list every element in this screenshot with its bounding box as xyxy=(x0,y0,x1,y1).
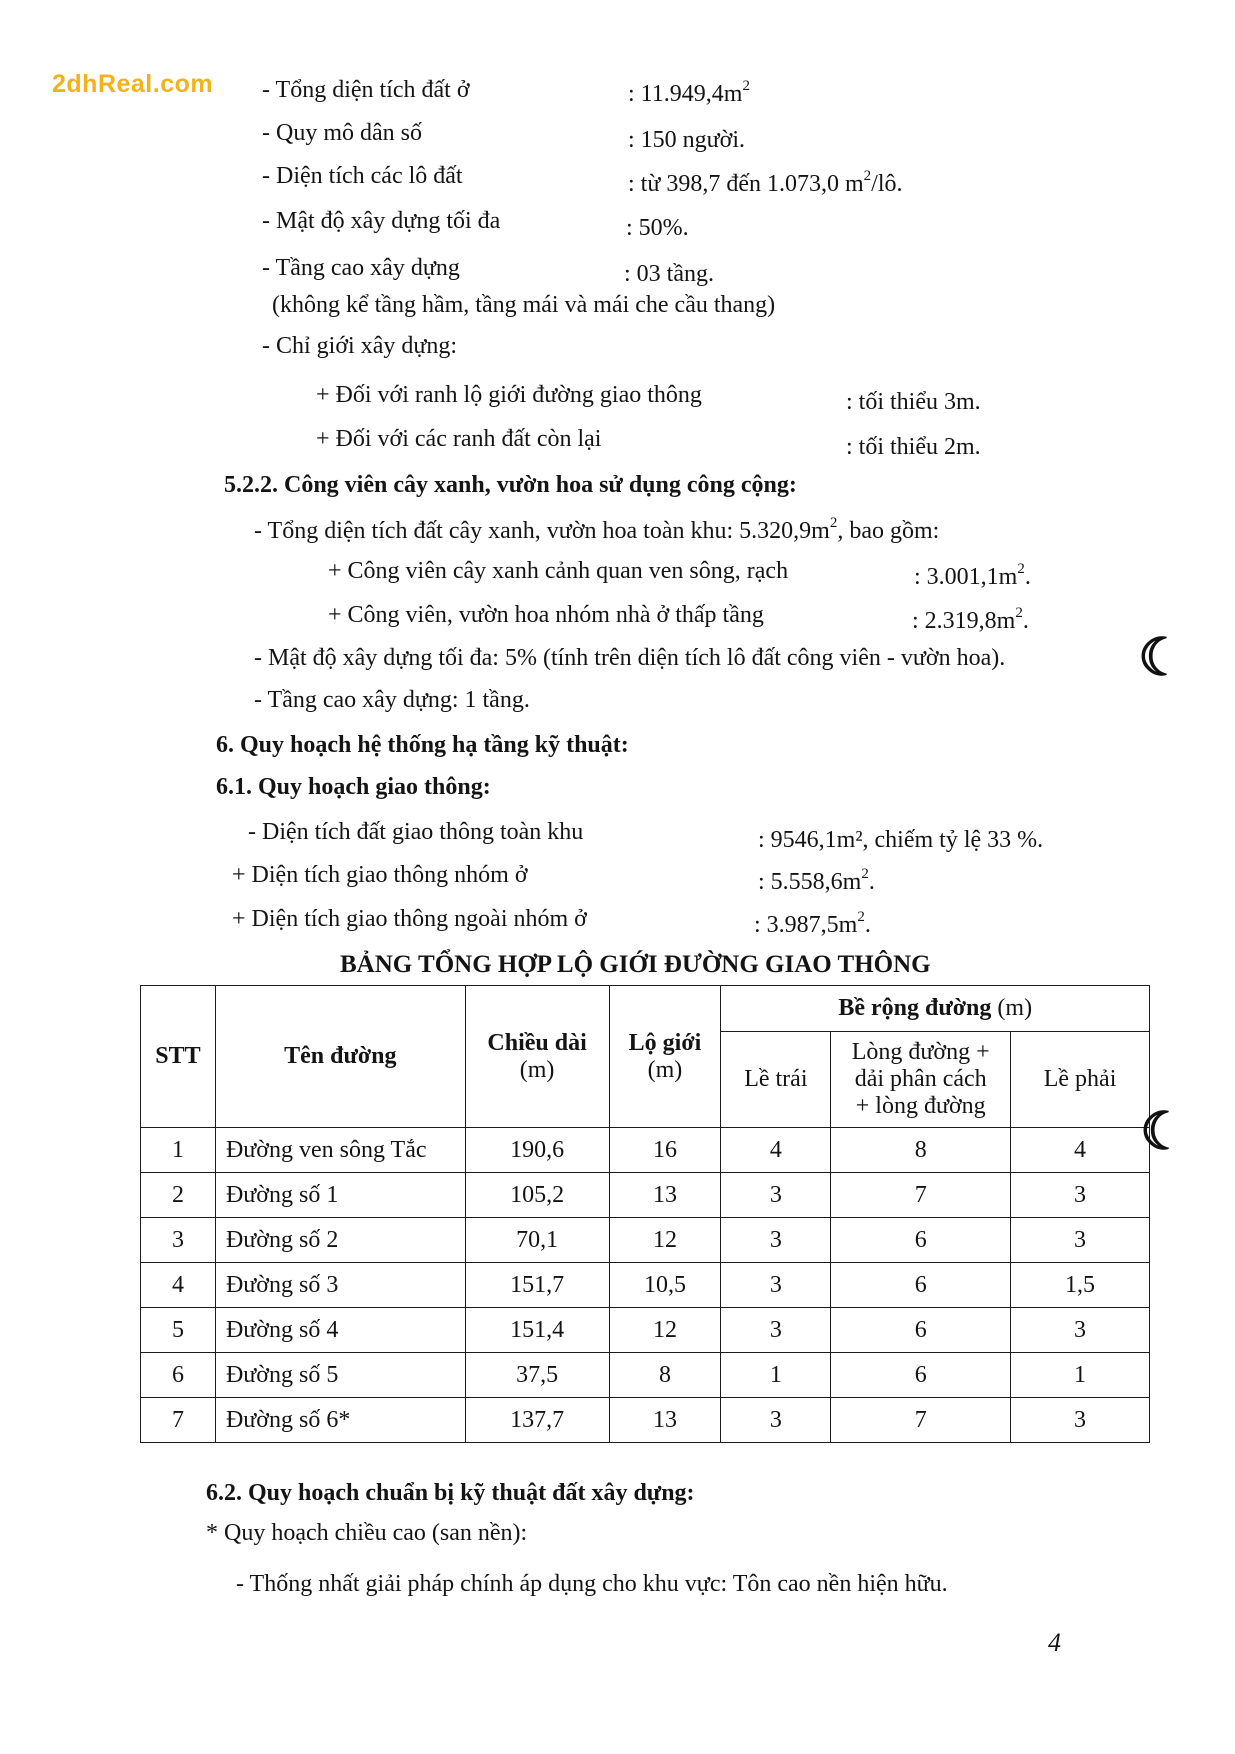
cell-middle: 8 xyxy=(831,1128,1011,1173)
item-label: - Tầng cao xây dựng xyxy=(262,255,460,281)
col-stt: STT xyxy=(141,986,216,1128)
table-row xyxy=(141,1308,1150,1353)
cell-row-width: 13 xyxy=(609,1398,721,1443)
traffic-value: : 9546,1m², chiếm tỷ lệ 33 %. xyxy=(758,827,1044,853)
table-row xyxy=(141,1173,1150,1218)
cell-name: Đường số 5 xyxy=(215,1353,465,1398)
cell-stt: 4 xyxy=(141,1263,216,1308)
cell-length: 70,1 xyxy=(465,1218,609,1263)
cell-left: 3 xyxy=(721,1263,831,1308)
item-value: : từ 398,7 đến 1.073,0 $m^2/lô$. xyxy=(628,168,903,197)
section-heading: 6. Quy hoạch hệ thống hạ tầng kỹ thuật: xyxy=(216,732,629,758)
col-middle: Lòng đường + dải phân cách + lòng đường xyxy=(831,1032,1011,1128)
watermark-logo: 2dhReal.com xyxy=(52,70,214,98)
section-subheading: 6.2. Quy hoạch chuẩn bị kỹ thuật đất xây dựng: xyxy=(206,1480,695,1506)
section-subheading: 6.1. Quy hoạch giao thông: xyxy=(216,774,491,800)
cell-name: Đường số 6* xyxy=(215,1398,465,1443)
paragraph-line: * Quy hoạch chiều cao (san nền): xyxy=(206,1520,528,1546)
cell-left: 3 xyxy=(721,1398,831,1443)
cell-right: 3 xyxy=(1011,1308,1150,1353)
cell-middle: 7 xyxy=(831,1398,1011,1443)
traffic-label: + Diện tích giao thông ngoài nhóm ở xyxy=(232,906,587,932)
cell-row-width: 12 xyxy=(609,1308,721,1353)
table-row xyxy=(141,1263,1150,1308)
cell-row-width: 10,5 xyxy=(609,1263,721,1308)
table-title: BẢNG TỔNG HỢP LỘ GIỚI ĐƯỜNG GIAO THÔNG xyxy=(340,951,931,978)
cell-middle: 6 xyxy=(831,1218,1011,1263)
item-value: : 03 tầng. xyxy=(624,261,714,287)
cell-length: 137,7 xyxy=(465,1398,609,1443)
cell-length: 105,2 xyxy=(465,1173,609,1218)
cell-right: 3 xyxy=(1011,1173,1150,1218)
cell-length: 190,6 xyxy=(465,1128,609,1173)
park-sub-item: + Công viên cây xanh cảnh quan ven sông, rạch xyxy=(328,558,789,584)
item-value: : 50%. xyxy=(626,215,689,241)
item-label: - Mật độ xây dựng tối đa xyxy=(262,208,501,234)
park-sub-value: : $3.001,1m^2$. xyxy=(914,561,1031,590)
punch-mark-icon: ☾ xyxy=(1140,1104,1187,1161)
item-label: - Tổng diện tích đất ở xyxy=(262,77,470,103)
item-label: - Quy mô dân số xyxy=(262,120,422,146)
table-row xyxy=(141,1353,1150,1398)
paragraph-line: - Thống nhất giải pháp chính áp dụng cho khu vực: Tôn cao nền hiện hữu. xyxy=(236,1571,948,1597)
park-floors: - Tầng cao xây dựng: 1 tầng. xyxy=(254,687,530,713)
setback-item: + Đối với ranh lộ giới đường giao thông xyxy=(316,382,702,408)
page-number: 4 xyxy=(1048,1628,1061,1657)
traffic-value: : $3.987,5m^2$. xyxy=(754,909,871,938)
col-name: Tên đường xyxy=(215,986,465,1128)
floor-note: (không kể tầng hầm, tầng mái và mái che cầu thang) xyxy=(272,292,776,318)
cell-stt: 7 xyxy=(141,1398,216,1443)
cell-stt: 2 xyxy=(141,1173,216,1218)
cell-right: 1,5 xyxy=(1011,1263,1150,1308)
cell-middle: 6 xyxy=(831,1353,1011,1398)
punch-mark-icon: ☾ xyxy=(1138,630,1185,687)
cell-stt: 6 xyxy=(141,1353,216,1398)
cell-left: 3 xyxy=(721,1173,831,1218)
cell-left: 4 xyxy=(721,1128,831,1173)
traffic-label: - Diện tích đất giao thông toàn khu xyxy=(248,819,584,845)
park-total: - Tổng diện tích đất cây xanh, vườn hoa toàn khu: $5.320,9m^2$, bao gồm: xyxy=(254,515,940,544)
cell-middle: 7 xyxy=(831,1173,1011,1218)
cell-left: 1 xyxy=(721,1353,831,1398)
cell-middle: 6 xyxy=(831,1263,1011,1308)
cell-right: 3 xyxy=(1011,1398,1150,1443)
table-row xyxy=(141,1398,1150,1443)
cell-name: Đường số 3 xyxy=(215,1263,465,1308)
cell-length: 151,7 xyxy=(465,1263,609,1308)
item-label: - Diện tích các lô đất xyxy=(262,163,463,189)
cell-right: 3 xyxy=(1011,1218,1150,1263)
item-value: : 150 người. xyxy=(628,127,746,153)
item-value: : $11.949,4m^2$ xyxy=(628,78,750,107)
cell-length: 151,4 xyxy=(465,1308,609,1353)
cell-name: Đường số 2 xyxy=(215,1218,465,1263)
col-left-edge: Lề trái xyxy=(721,1032,831,1128)
cell-name: Đường số 1 xyxy=(215,1173,465,1218)
section-heading: 5.2.2. Công viên cây xanh, vườn hoa sử dụng công cộng: xyxy=(224,472,797,498)
cell-row-width: 13 xyxy=(609,1173,721,1218)
setback-value: : tối thiểu 3m. xyxy=(846,389,981,415)
col-group-road-width: Bề rộng đường (m) xyxy=(721,986,1150,1032)
cell-stt: 1 xyxy=(141,1128,216,1173)
cell-left: 3 xyxy=(721,1218,831,1263)
park-sub-item: + Công viên, vườn hoa nhóm nhà ở thấp tầng xyxy=(328,602,764,628)
col-right-edge: Lề phải xyxy=(1011,1032,1150,1128)
cell-stt: 5 xyxy=(141,1308,216,1353)
cell-row-width: 16 xyxy=(609,1128,721,1173)
setback-item: + Đối với các ranh đất còn lại xyxy=(316,426,602,452)
cell-right: 1 xyxy=(1011,1353,1150,1398)
col-length: Chiều dài (m) xyxy=(465,986,609,1128)
road-table xyxy=(140,985,1150,1443)
col-row-width: Lộ giới (m) xyxy=(609,986,721,1128)
cell-middle: 6 xyxy=(831,1308,1011,1353)
cell-name: Đường ven sông Tắc xyxy=(215,1128,465,1173)
table-row xyxy=(141,1218,1150,1263)
setback-value: : tối thiểu 2m. xyxy=(846,434,981,460)
cell-left: 3 xyxy=(721,1308,831,1353)
cell-row-width: 12 xyxy=(609,1218,721,1263)
cell-right: 4 xyxy=(1011,1128,1150,1173)
cell-length: 37,5 xyxy=(465,1353,609,1398)
setback-label: - Chỉ giới xây dựng: xyxy=(262,333,458,359)
park-sub-value: : $2.319,8m^2$. xyxy=(912,605,1029,634)
cell-stt: 3 xyxy=(141,1218,216,1263)
table-row xyxy=(141,1128,1150,1173)
cell-name: Đường số 4 xyxy=(215,1308,465,1353)
traffic-value: : $5.558,6m^2$. xyxy=(758,866,875,895)
park-density: - Mật độ xây dựng tối đa: 5% (tính trên diện tích lô đất công viên - vườn hoa). xyxy=(254,645,1006,671)
traffic-label: + Diện tích giao thông nhóm ở xyxy=(232,862,528,888)
cell-row-width: 8 xyxy=(609,1353,721,1398)
